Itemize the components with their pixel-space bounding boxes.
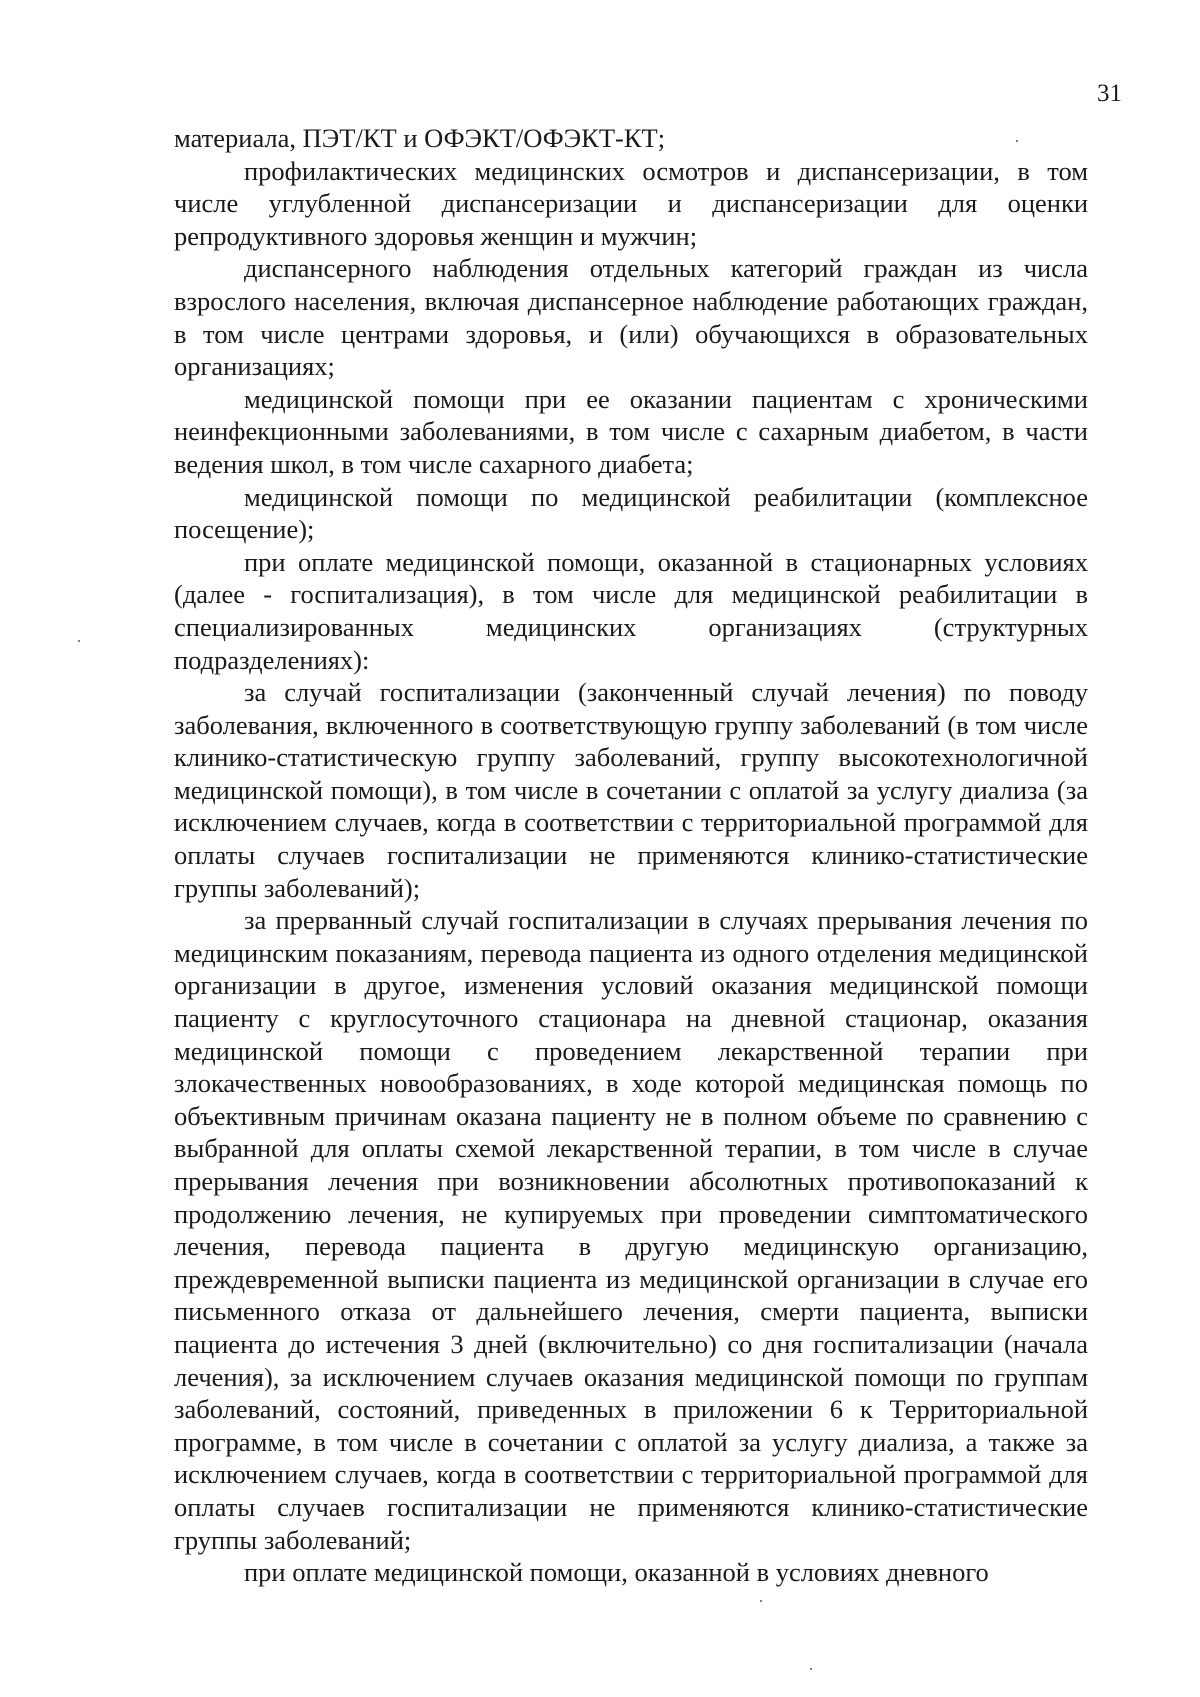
paragraph-interrupted-case: за прерванный случай госпитализации в случаях прерывания лечения по медицинским показаниям, перевода пациента из одного отделения медицинской организации в другое, изменения условий оказания медицинской помощи пациенту с круглосуточного стационара на дневной стационар, оказания медицинской помощи с проведением лекарственной терапии при злокачественных новообразованиях, в ходе которой медицинская помощь по объективным причинам оказана пациенту не в полном объеме по сравнению с выбранной для оплаты схемой лекарственной терапии, в том числе в случае прерывания лечения при возникновении абсолютных противопоказаний к продолжению лечения, не купируемых при проведении симптоматического лечения, перевода пациента в другую медицинскую организацию, преждевременной выписки пациента из медицинской организации в случае его письменного отказа от дальнейшего лечения, смерти пациента, выписки пациента до истечения 3 дней (включительно) со дня госпитализации (начала лечения), за исключением случаев оказания медицинской помощи по группам заболеваний, состояний, приведенных в приложении 6 к Территориальной программе, в том числе в сочетании с оплатой за услугу диализа, а также за исключением случаев, когда в соответствии с территориальной программой для оплаты случаев госпитализации не применяются клинико-статистические группы заболеваний; [174, 905, 1088, 1555]
scan-speck [810, 1668, 812, 1670]
paragraph-inpatient-payment: при оплате медицинской помощи, оказанной в стационарных условиях (далее - госпитализация), в том числе для медицинской реабилитации в специализированных медицинских организациях (структурных подразделениях): [174, 546, 1088, 675]
paragraph-chronic-diseases: медицинской помощи при ее оказании пациентам с хроническими неинфекционными заболеваниями, в том числе с сахарным диабетом, в части ведения школ, в том числе сахарного диабета; [174, 383, 1088, 479]
paragraph-completed-case: за случай госпитализации (законченный случай лечения) по поводу заболевания, включенного в соответствующую группу заболеваний (в том числе клинико-статистическую группу заболеваний, группу высокотехнологичной медицинской помощи), в том числе в сочетании с оплатой за услугу диализа (за исключением случаев, когда в соответствии с территориальной программой для оплаты случаев госпитализации не применяются клинико-статистические группы заболеваний); [174, 677, 1088, 903]
scan-speck [78, 640, 80, 642]
paragraph-continuation: материала, ПЭТ/КТ и ОФЭКТ/ОФЭКТ-КТ; [174, 123, 666, 153]
scan-speck [1016, 140, 1018, 142]
document-body [174, 122, 1088, 1589]
paragraph-rehabilitation: медицинской помощи по медицинской реабилитации (комплексное посещение); [174, 481, 1088, 545]
scan-speck [760, 1600, 762, 1602]
page-number: 31 [1097, 80, 1122, 107]
paragraph-preventive-exams: профилактических медицинских осмотров и диспансеризации, в том числе углубленной диспансеризации и диспансеризации для оценки репродуктивного здоровья женщин и мужчин; [174, 155, 1088, 251]
paragraph-day-hospital: при оплате медицинской помощи, оказанной в условиях дневного [244, 1557, 989, 1588]
paragraph-dispensary-observation: диспансерного наблюдения отдельных категорий граждан из числа взрослого населения, включая диспансерное наблюдение работающих граждан, в том числе центрами здоровья, и (или) обучающихся в образовательных организациях; [174, 253, 1088, 382]
